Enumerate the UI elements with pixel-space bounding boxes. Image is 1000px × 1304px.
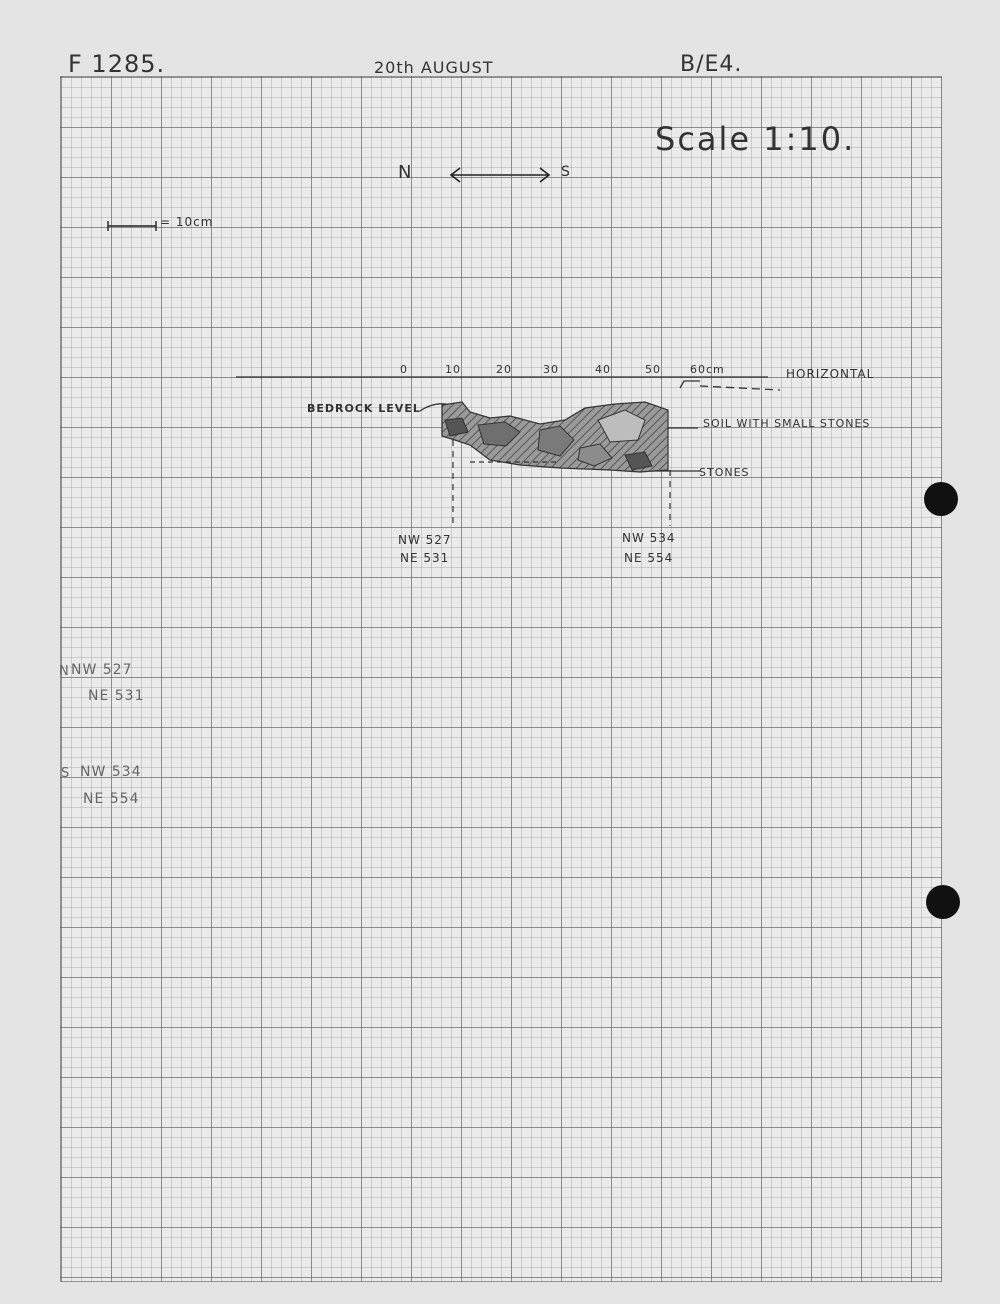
south-note-nw: NW 534 xyxy=(80,764,142,780)
grid-reference: B/E4. xyxy=(680,52,743,77)
left-datum-ne: NE 531 xyxy=(400,551,450,565)
scale-bar-label: = 10cm xyxy=(160,215,214,229)
scale-bar xyxy=(108,221,156,231)
tick-label: 60cm xyxy=(690,363,725,376)
right-datum-ne: NE 554 xyxy=(624,551,674,565)
tick-label: 0 xyxy=(400,363,408,376)
left-datum-nw: NW 527 xyxy=(398,533,452,547)
tick-label: 50 xyxy=(645,363,661,376)
right-datum-nw: NW 534 xyxy=(622,531,676,545)
bedrock-label: BEDROCK LEVEL xyxy=(307,402,421,415)
north-note-prefix: N xyxy=(59,664,70,679)
north-note-nw: NW 527 xyxy=(71,662,133,678)
north-label: N xyxy=(398,162,413,183)
south-note-prefix: S xyxy=(61,766,71,781)
stones-label: STONES xyxy=(699,466,750,479)
tick-label: 10 xyxy=(445,363,461,376)
feature-number: F 1285. xyxy=(68,50,166,78)
date-label: 20th AUGUST xyxy=(374,58,494,77)
scale-label: Scale 1:10. xyxy=(655,120,856,158)
orientation-arrow xyxy=(451,168,549,182)
tick-label: 40 xyxy=(595,363,611,376)
tick-label: 30 xyxy=(543,363,559,376)
soil-label: SOIL WITH SMALL STONES xyxy=(703,417,871,430)
south-label: S xyxy=(561,164,571,180)
north-note-ne: NE 531 xyxy=(88,688,145,704)
horizontal-label: HORIZONTAL xyxy=(786,367,875,381)
tick-label: 20 xyxy=(496,363,512,376)
south-note-ne: NE 554 xyxy=(83,791,140,807)
horizontal-datum-line xyxy=(236,377,780,390)
